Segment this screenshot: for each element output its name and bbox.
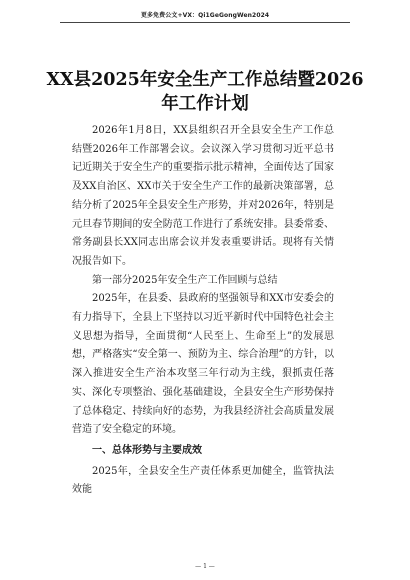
document-body (72, 122, 334, 500)
continuation-paragraph: 2025年，全县安全生产责任体系更加健全，监管执法效能 (72, 465, 334, 496)
header-divider (60, 22, 350, 23)
section-heading: 一、总体形势与主要成效 (92, 444, 202, 456)
intro-paragraph: 2026年1月8日，XX县组织召开全县安全生产工作总结暨2026年工作部署会议。会议深入学习贯彻习近平总书记近期关于安全生产的重要指示批示精神，全面传达了国家及XX自治区、XX市关于安全生产工作的最新决策部署，总结分析了2025年全县安全生产形势，并对2026年，特别是元旦春节期间的安全防范工作进行了系统安排。县委常委、常务副县长XX同志出席会议并发表重要讲话。现将有关情况报告如下。 (72, 125, 334, 267)
part-one-heading: 第一部分2025年安全生产工作回顾与总结 (92, 274, 278, 286)
title-line-2: 年工作计划 (161, 94, 249, 114)
page-number: — 1 — (195, 563, 215, 570)
title-line-1: XX县2025年安全生产工作总结暨2026 (46, 70, 364, 90)
document-title (44, 68, 366, 116)
review-paragraph: 2025年，在县委、县政府的坚强领导和XX市安委会的有力指导下，全县上下坚持以习近平新时代中国特色社会主义思想为指导，全面贯彻“人民至上、生命至上”的发展思想，严格落实“安全第一、预防为主、综合治理”的方针，以深入推进安全生产治本攻坚三年行动为主线，狠抓责任落实、深化专项整治、强化基础建设，全县安全生产形势保持了总体稳定、持续向好的态势，为我县经济社会高质量发展营造了安全稳定的环境。 (72, 293, 334, 436)
header-note: 更多免费公文+VX：Qi1GeGongWen2024 (140, 12, 270, 19)
